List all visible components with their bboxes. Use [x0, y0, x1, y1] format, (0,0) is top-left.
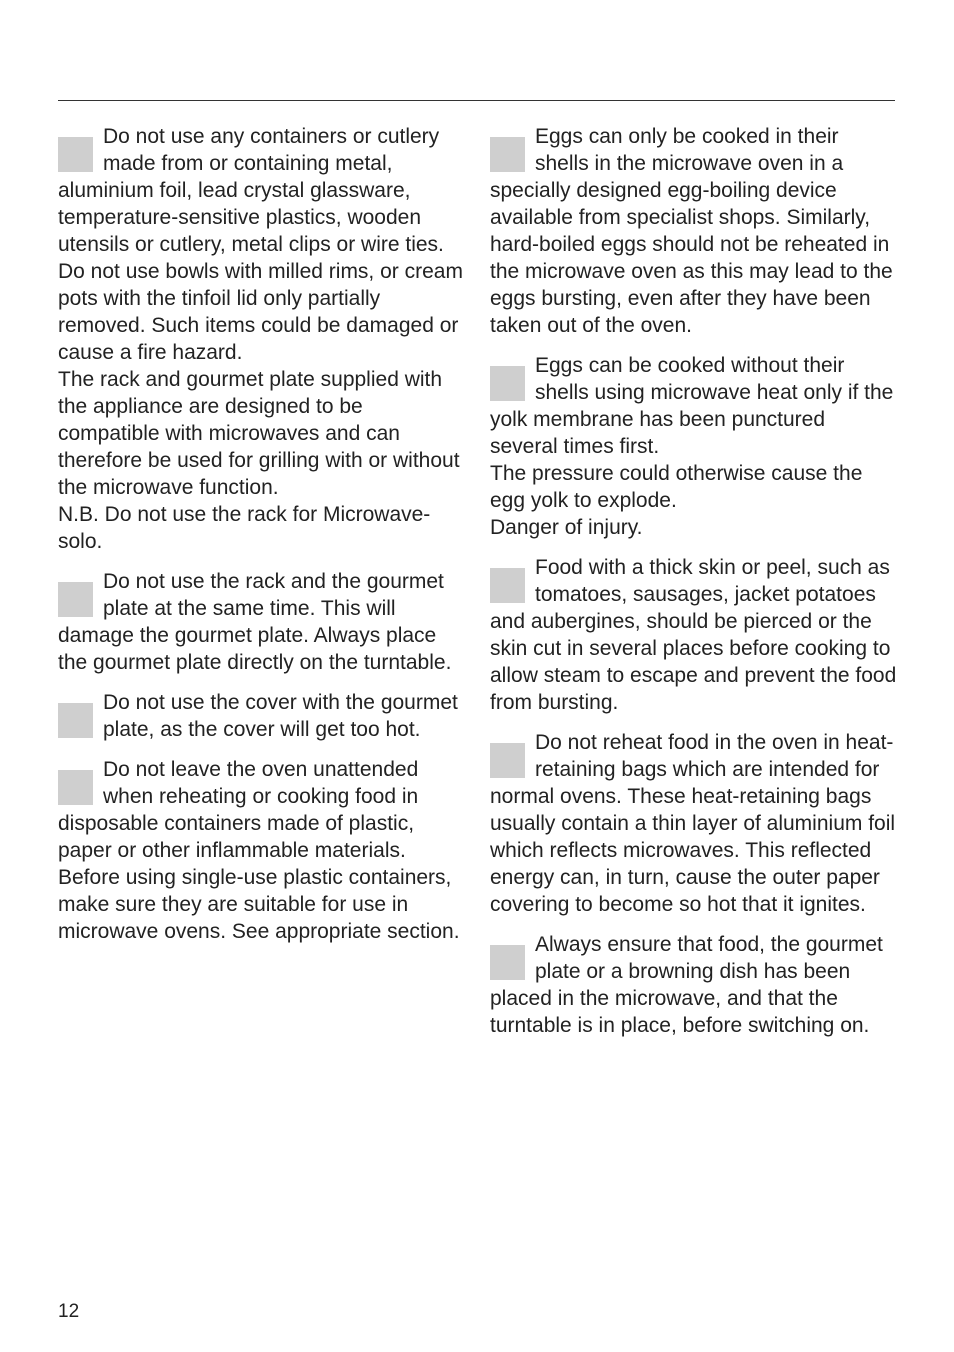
safety-item [58, 568, 466, 676]
item-paragraph: Do not use the rack and the gourmet plate at the same time. This will damage the gourmet plate. Always place the gourmet plate directly on the turntable. [58, 570, 452, 674]
warning-marker-icon [58, 770, 93, 805]
safety-item [490, 123, 898, 339]
warning-marker-icon [490, 945, 525, 980]
item-paragraph: The rack and gourmet plate supplied with the appliance are designed to be compatible with microwaves and can therefore be used for grilling with or without the microwave function. [58, 368, 460, 499]
warning-marker-icon [490, 568, 525, 603]
page-number: 12 [58, 1301, 80, 1322]
item-paragraph: Always ensure that food, the gourmet plate or a browning dish has been placed in the microwave, and that the turntable is in place, before switching on. [490, 933, 883, 1037]
safety-item [58, 756, 466, 945]
item-paragraph: Food with a thick skin or peel, such as tomatoes, sausages, jacket potatoes and aubergines, should be pierced or the skin cut in several places before cooking to allow steam to escape and prevent the food from bursting. [490, 556, 897, 714]
warning-marker-icon [58, 137, 93, 172]
item-paragraph: Danger of injury. [490, 516, 643, 539]
safety-item [58, 689, 466, 743]
item-paragraph: Do not leave the oven unattended when reheating or cooking food in disposable containers made of plastic, paper or other inflammable materials. Before using single-use plastic containers, make sure they are suitable for use in microwave ovens. See appropriate section. [58, 758, 460, 943]
warning-marker-icon [58, 582, 93, 617]
item-paragraph: The pressure could otherwise cause the egg yolk to explode. [490, 462, 863, 512]
warning-marker-icon [490, 137, 525, 172]
item-paragraph: Do not reheat food in the oven in heat-retaining bags which are intended for normal ovens. These heat-retaining bags usually contain a thin layer of aluminium foil which reflects microwaves. This reflected energy can, in turn, cause the outer paper covering to become so hot that it ignites. [490, 731, 896, 916]
item-paragraph: N.B. Do not use the rack for Microwave-solo. [58, 503, 431, 553]
left-column [58, 123, 466, 958]
right-column [490, 123, 898, 1052]
item-paragraph: Do not use the cover with the gourmet plate, as the cover will get too hot. [103, 691, 458, 741]
safety-item [490, 554, 898, 716]
item-paragraph: Do not use any containers or cutlery made from or containing metal, aluminium foil, lead crystal glassware, temperature-sensitive plastics, wooden utensils or cutlery, metal clips or wire ties. Do not use bowls with milled rims, or cream pots with the tinfoil lid only partially removed. Such items could be damaged or cause a fire hazard. [58, 125, 463, 364]
warning-marker-icon [490, 366, 525, 401]
header-rule [58, 100, 895, 101]
safety-item [490, 352, 898, 541]
safety-item [58, 123, 466, 555]
warning-marker-icon [58, 703, 93, 738]
safety-item [490, 729, 898, 918]
item-paragraph: Eggs can only be cooked in their shells in the microwave oven in a specially designed egg-boiling device available from specialist shops. Similarly, hard-boiled eggs should not be reheated in the microwave oven as this may lead to the eggs bursting, even after they have been taken out of the oven. [490, 125, 893, 337]
item-paragraph: Eggs can be cooked without their shells using microwave heat only if the yolk membrane has been punctured several times first. [490, 354, 894, 458]
safety-item [490, 931, 898, 1039]
warning-marker-icon [490, 743, 525, 778]
